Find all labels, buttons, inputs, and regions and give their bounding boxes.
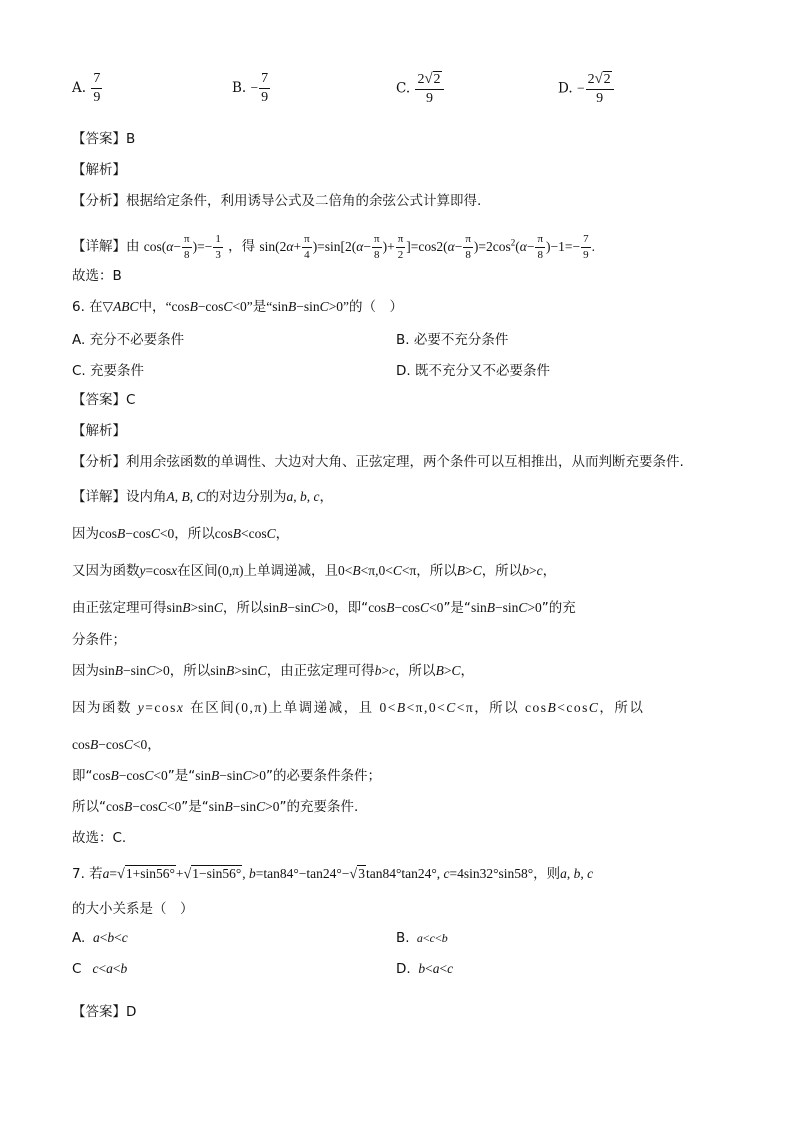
q5-option-b: B. − $\frac{7}{9}$ [232, 71, 269, 105]
q5-option-d-fraction: $\frac{2√2}{9}$ [586, 72, 614, 106]
q6-line-e-cont: cosB−cosC<0， [72, 737, 161, 753]
q6-line-e5: ，所以 [599, 700, 645, 716]
q5-option-a [72, 72, 103, 105]
q5-detail-prefix: 【详解】由 [72, 238, 140, 255]
q6-line-f3: ”的必要条件条件； [266, 768, 382, 784]
q5-option-c-label: C. [396, 80, 411, 97]
q6-line-d2: ，所以 [169, 663, 211, 679]
q7-option-c-label: C [72, 961, 82, 977]
q5-option-d: D. − $\frac{2√2}{9}$ [558, 72, 615, 106]
q6-line-c6: 分条件； [72, 632, 126, 648]
q6-line-b5: ，所以 [481, 563, 523, 579]
q6-line-a-prefix: 因为 [72, 526, 99, 542]
q6-line-c4: ”是“ [443, 600, 471, 616]
q6-detail-1-prefix: 【详解】设内角 [72, 489, 167, 505]
q6-line-c1: 由正弦定理可得 [72, 600, 167, 616]
q7-option-b: B. a<c<b [396, 930, 448, 946]
q6-line-b: 又因为函数y=cosx在区间(0,π)上单调递减，且0<B<π,0<C<π，所以B>C，所以b>c， [72, 563, 557, 579]
q7-option-c: C c<a<b [72, 961, 128, 977]
q6-line-f1: 即“ [72, 768, 93, 784]
q5-detail-formula-1: cos(α− $\frac{\pi}{8}$ )=− $\frac{1}{3}$ [143, 232, 221, 261]
q5-option-c [396, 72, 445, 106]
q6-line-g: 所以“cosB−cosC<0”是“sinB−sinC>0”的充要条件. [72, 799, 359, 815]
q6-option-c: C. 充要条件 [72, 363, 145, 379]
q7-stem-then: ，则 [533, 866, 561, 882]
q7-stem-prefix: 7. 若 [72, 866, 103, 882]
q6-line-e: 因为函数 y=cosx 在区间(0,π)上单调递减，且 0<B<π,0<C<π，所以 cosB<cosC，所以 [72, 700, 645, 716]
q6-line-d1: 因为 [72, 663, 99, 679]
q5-detail-mid: ，得 [228, 238, 256, 255]
q5-option-c-fraction: $\frac{2√2}{9}$ [415, 72, 443, 106]
q5-detail [72, 232, 595, 261]
q6-cond-2: “sinB−sinC>0” [266, 299, 350, 314]
q5-option-d-label: D. [558, 80, 573, 97]
q6-line-g1: 所以“ [72, 799, 106, 815]
q6-stem: 6. 在▽ABC中，“cosB−cosC<0”是“sinB−sinC>0”的（ ） [72, 299, 404, 315]
q5-option-b-fraction: $\frac{7}{9}$ [261, 71, 269, 105]
q6-line-g2: ”是“ [181, 799, 209, 815]
q6-line-c2: ，所以 [222, 600, 264, 616]
q7-option-d-label: D. [396, 961, 411, 977]
q6-line-c3: ，即“ [334, 600, 369, 616]
q6-option-b: B. 必要不充分条件 [396, 332, 509, 348]
q7-option-d: D. b<a<c [396, 961, 454, 977]
q6-line-a-mid: ，所以 [174, 526, 215, 542]
q6-line-e2: 在区间 [190, 700, 236, 716]
q5-answer: 【答案】B [72, 131, 136, 147]
q6-line-d4: ，所以 [395, 663, 436, 679]
q5-option-a-label: A. [72, 80, 87, 96]
q7-stem-line2: 的大小关系是（ ） [72, 901, 194, 917]
q7-stem: 7. 若a=√1+sin56°+√1−sin56°, b=tan84°−tan24°−√3tan84°tan24°, c=4sin32°sin58°，则a, b, c [72, 866, 594, 882]
q6-line-c5: ”的充 [541, 600, 576, 616]
q7-answer: 【答案】D [72, 1004, 137, 1020]
q6-analysis: 【分析】利用余弦函数的单调性、大边对大角、正弦定理，两个条件可以互相推出，从而判断充要条件. [72, 454, 684, 470]
q6-option-a: A. 充分不必要条件 [72, 332, 185, 348]
q6-line-b2: 在区间 [177, 563, 218, 579]
q5-jiexi: 【解析】 [72, 162, 126, 178]
q6-cond-1: “cosB−cosC<0” [165, 299, 253, 314]
q5-option-a-fraction: $\frac{7}{9}$ [93, 71, 101, 105]
q6-stem-mid: 中， [138, 299, 166, 315]
q6-answer: 【答案】C [72, 392, 136, 408]
q6-line-g3: ”的充要条件. [279, 799, 359, 815]
q6-line-b1: 又因为函数 [72, 563, 140, 579]
q6-line-b4: ，所以 [416, 563, 457, 579]
q6-conclusion: 故选：C. [72, 830, 127, 846]
q6-line-e1: 因为函数 [72, 700, 132, 716]
q5-option-b-label: B. [232, 80, 247, 96]
q6-triangle: ▽ABC [102, 299, 139, 314]
q6-jiexi: 【解析】 [72, 423, 126, 439]
q6-line-f2: ”是“ [167, 768, 196, 784]
q6-stem-prefix: 6. 在 [72, 299, 103, 315]
q7-option-a: A. a<b<c [72, 930, 128, 946]
q6-line-f: 即“cosB−cosC<0”是“sinB−sinC>0”的必要条件条件； [72, 768, 382, 784]
q6-line-b3: 上单调递减，且 [243, 563, 339, 579]
q7-option-b-label: B. [396, 930, 410, 946]
q5-analysis: 【分析】根据给定条件，利用诱导公式及二倍角的余弦公式计算即得. [72, 193, 482, 209]
q6-stem-suffix: 的（ ） [349, 299, 404, 315]
q6-detail-1-mid: 的对边分别为 [205, 489, 287, 505]
q6-line-d3: ，由正弦定理可得 [266, 663, 375, 679]
q6-line-c: 由正弦定理可得sinB>sinC，所以sinB−sinC>0，即“cosB−cosC<0”是“sinB−sinC>0”的充 [72, 600, 576, 616]
q6-line-d: 因为sinB−sinC>0，所以sinB>sinC，由正弦定理可得b>c，所以B>C， [72, 663, 474, 679]
q6-option-d: D. 既不充分又不必要条件 [396, 363, 550, 379]
q5-detail-formula-2: sin(2α+ $\frac{\pi}{4}$ )=sin[2(α− $\frac{\pi}{8}$ )+ $\frac{\pi}{2}$ ]=cos2(α− $\frac{\pi}{8}$ )$=2\cos^2(\alpha-$ $\frac{\pi}{8}$ )−1=− $\frac{7}{9}$ . [259, 232, 595, 261]
q6-detail-1: 【详解】设内角A, B, C的对边分别为a, b, c， [72, 489, 334, 505]
q7-formula: a=√1+sin56°+√1−sin56°, b=tan84°−tan24°−√3tan84°tan24°, c=4sin32°sin58° [102, 866, 534, 882]
q5-conclusion: 故选：B [72, 268, 122, 284]
q6-line-e3: 上单调递减，且 [268, 700, 374, 716]
q6-line-a: 因为cosB−cosC<0，所以cosB<cosC， [72, 526, 290, 542]
q7-option-a-label: A. [72, 930, 86, 946]
q6-line-e4: ，所以 [474, 700, 520, 716]
